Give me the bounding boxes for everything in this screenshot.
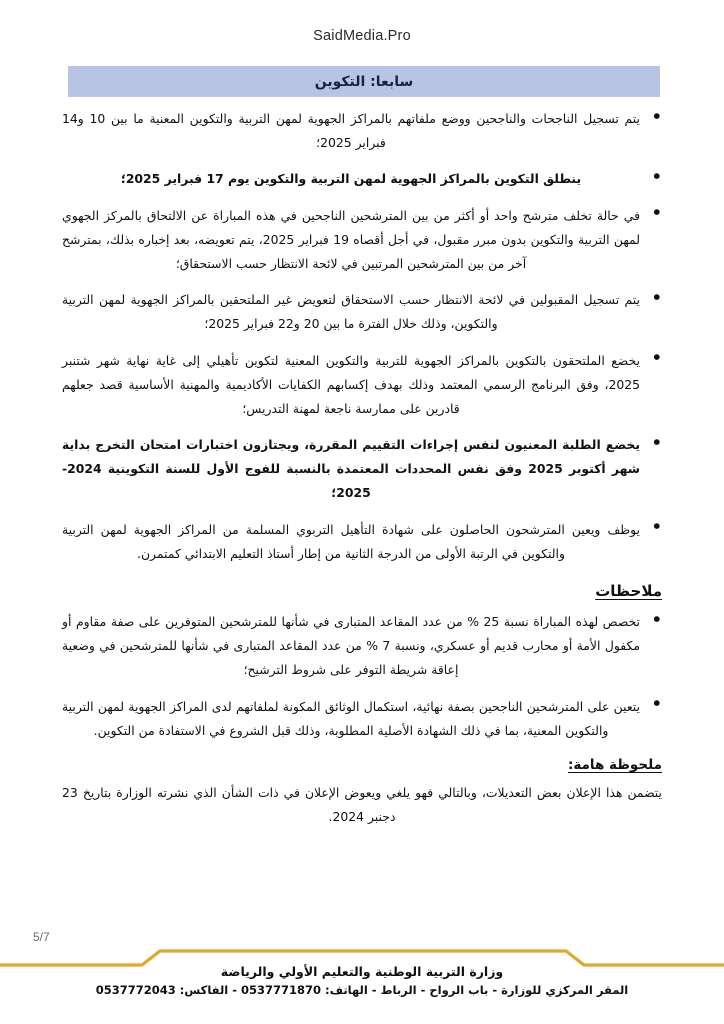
page-number: 5/7 <box>33 930 50 944</box>
bullet-text: يتم تسجيل الناجحات والناجحين ووضع ملفاتهم بالمراكز الجهوية لمهن التربية والتكوين المعنية ما بين 10 و14 فبراير 2025؛ <box>62 111 640 151</box>
list-item <box>62 433 662 506</box>
section-title-text: سابعا: التكوين <box>314 73 414 90</box>
site-watermark: SaidMedia.Pro <box>313 28 411 44</box>
list-item <box>62 349 662 422</box>
bullet-text: ينطلق التكوين بالمراكز الجهوية لمهن التربية والتكوين يوم 17 فبراير 2025؛ <box>120 171 582 187</box>
bullet-text: يوظف ويعين المترشحون الحاصلون على شهادة التأهيل التربوي المسلمة من المراكز الجهوية لمهن التربية والتكوين في الرتبة الأولى من الدرجة الثانية من إطار أستاذ التعليم الابتدائي كمتمرن. <box>62 521 640 561</box>
bullet-text: يخضع الملتحقون بالتكوين بالمراكز الجهوية للتربية والتكوين المعنية لتكوين تأهيلي إلى غاية نهاية شهر شتنبر 2025، وفق البرنامج الرسمي المعتمد وذلك بهدف إكسابهم الكفايات الأكاديمية والمهنية الأساسية قصد جعلهم قادرين على ممارسة ناجعة لمهنة التدريس؛ <box>62 352 640 416</box>
important-note-heading: ملحوظة هامة: <box>567 756 662 773</box>
important-note-text: يتضمن هذا الإعلان بعض التعديلات، وبالتالي فهو يلغي ويعوض الإعلان في ذات الشأن الذي نشرته الوزارة بتاريخ 23 دجنبر 2024. <box>62 784 662 825</box>
notes-bullet-list <box>62 610 662 743</box>
section-title-bar <box>68 66 660 97</box>
notes-heading: ملاحظات <box>595 582 662 600</box>
note-text: تخصص لهذه المباراة نسبة 25 % من عدد المقاعد المتبارى في شأنها للمترشحين المتوفرين على صفة مقاوم أو مكفول الأمة أو محارب قديم أو عسكري، ونسبة 7 % من عدد المقاعد المتبارى في شأنها للمترشحين في وضعية إعاقة شريطة التوفر على شروط الترشيح؛ <box>62 614 640 678</box>
training-bullet-list <box>62 107 662 566</box>
list-item <box>62 107 662 155</box>
list-item <box>62 167 662 191</box>
document-page <box>0 66 724 829</box>
footer-ministry-name: وزارة التربية الوطنية والتعليم الأولي والرياضة <box>220 964 504 979</box>
footer-contact-info: المقر المركزي للوزارة - باب الرواح - الرباط - الهاتف: 0537771870 - الفاكس: 0537772043 <box>95 983 629 997</box>
bullet-text: يتم تسجيل المقبولين في لائحة الانتظار حسب الاستحقاق لتعويض غير الملتحقين بالمراكز الجهوية لمهن التربية والتكوين، وذلك خلال الفترة ما بين 20 و22 فبراير 2025؛ <box>62 292 640 332</box>
bullet-text: في حالة تخلف مترشح واحد أو أكثر من بين المترشحين الناجحين في هذه المباراة عن الالتحاق بالمركز الجهوي لمهن التربية والتكوين بدون مبرر مقبول، في أجل أقصاه 19 فبراير 2025، يتم تعويضه، بعد إخباره بذلك، بمترشح آخر من بين المترشحين المرتبين في لائحة الانتظار حسب الاستحقاق؛ <box>62 207 640 271</box>
note-text: يتعين على المترشحين الناجحين بصفة نهائية، استكمال الوثائق المكونة لملفاتهم لدى المراكز الجهوية لمهن التربية والتكوين المعنية، بما في ذلك الشهادة الأصلية المطلوبة، وذلك قبل الشروع في الاستفادة من التكوين. <box>62 698 640 738</box>
list-item <box>62 288 662 336</box>
gold-rule-path <box>0 951 724 965</box>
list-item <box>62 204 662 277</box>
bullet-text: يخضع الطلبة المعنيون لنفس إجراءات التقييم المقررة، ويجتازون اختبارات امتحان التخرج بداية شهر أكتوبر 2025 وفق نفس المحددات المعتمدة بالنسبة للفوج الأول للسنة التكوينية 2024-2025؛ <box>62 437 640 501</box>
list-item <box>62 610 662 683</box>
list-item <box>62 518 662 566</box>
document-content <box>62 97 662 829</box>
footer-text-block <box>0 964 724 997</box>
list-item <box>62 695 662 743</box>
